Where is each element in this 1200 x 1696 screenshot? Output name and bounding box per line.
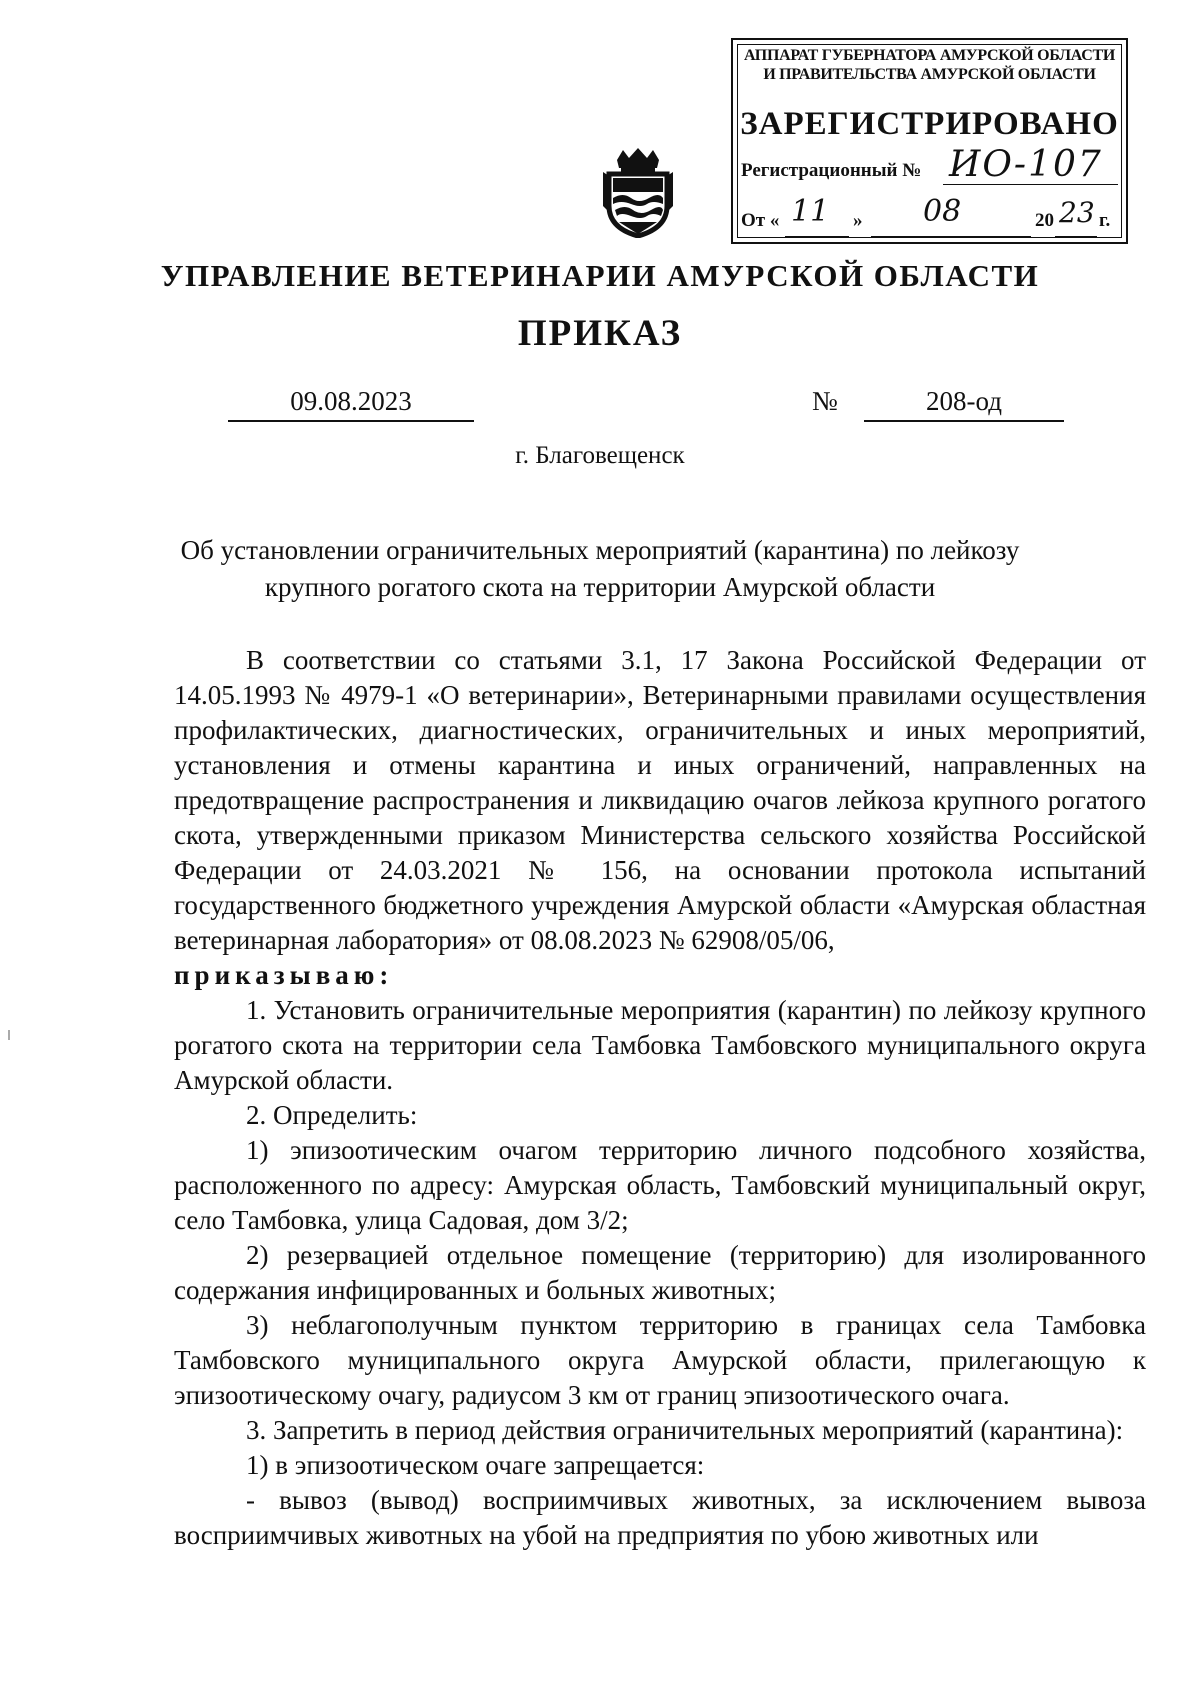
stamp-org-line1: АППАРАТ ГУБЕРНАТОРА АМУРСКОЙ ОБЛАСТИ [743,47,1116,64]
stamp-reg-number-label: Регистрационный № [741,160,922,181]
stamp-day-close: » [853,210,863,231]
order-directive-word: приказываю: [174,960,394,990]
stamp-date-prefix: От « [741,210,780,231]
item-3-1: 1) в эпизоотическом очаге запрещается: [246,1450,705,1480]
order-date: 09.08.2023 [290,386,412,416]
order-number-underline [864,420,1064,422]
stamp-organization [733,46,1126,84]
preamble-paragraph: В соответствии со статьями 3.1, 17 Закона Российской Федерации от 14.05.1993 № 4979-1 «О ветеринарии», Ветеринарными правилами осуществления профилактических, диагностических, ограничительных и иных мероприятий, установления и отмены карантина и иных ограничений, направленных на предотвращение распространения и ликвидацию очагов лейкоза крупного рогатого скота, утвержденными приказом Министерства сельского хозяйства Российской Федерации от 24.03.2021 № 156, на основании протокола испытаний государственного бюджетного учреждения Амурской области «Амурская областная ветеринарная лаборатория» от 08.08.2023 № 62908/05/06, [174,645,1146,955]
stamp-org-line2: И ПРАВИТЕЛЬСТВА АМУРСКОЙ ОБЛАСТИ [763,66,1096,83]
order-body [174,643,1146,1553]
order-date-underline [228,420,474,422]
stamp-month: 08 [923,194,962,229]
item-3: 3. Запретить в период действия ограничительных мероприятий (карантина): [246,1415,1124,1445]
item-2-2: 2) резервацией отдельное помещение (территорию) для изолированного содержания инфицированных и больных животных; [174,1240,1146,1305]
document-type-title: ПРИКАЗ [517,313,683,354]
stamp-year-suffix: 23 [1059,196,1095,229]
stamp-year-letter: г. [1099,210,1111,231]
scan-artifact-mark [8,1030,10,1040]
subject-line2: крупного рогатого скота на территории Амурской области [264,572,936,602]
item-1: 1. Установить ограничительные мероприятия (карантин) по лейкозу крупного рогатого скота на территории села Тамбовка Тамбовского муниципального округа Амурской области. [174,995,1146,1095]
registration-stamp [731,38,1128,244]
order-number: 208-од [926,386,1002,416]
coat-of-arms-emblem [601,146,675,238]
city-name: г. Благовещенск [515,442,685,469]
subject-line1: Об установлении ограничительных мероприятий (карантина) по лейкозу [180,535,1020,565]
stamp-registered-text: ЗАРЕГИСТРИРОВАНО [740,106,1119,142]
item-3-1-a: - вывоз (вывод) восприимчивых животных, за исключением вывоза восприимчивых животных на убой на предприятия по убою животных или [174,1485,1146,1550]
department-name: УПРАВЛЕНИЕ ВЕТЕРИНАРИИ АМУРСКОЙ ОБЛАСТИ [160,258,1040,293]
stamp-month-line [871,236,1031,237]
stamp-reg-number: ИО-107 [949,144,1103,185]
order-number-sign: № [812,386,838,416]
stamp-reg-number-line [943,184,1118,185]
item-2-3: 3) неблагополучным пунктом территорию в границах села Тамбовка Тамбовского муниципального округа Амурской области, прилегающую к эпизоотическому очагу, радиусом 3 км от границ эпизоотического очага. [174,1310,1146,1410]
stamp-year-prefix: 20 [1035,210,1054,231]
item-2-1: 1) эпизоотическим очагом территорию личного подсобного хозяйства, расположенного по адресу: Амурская область, Тамбовский муниципальный округ, село Тамбовка, улица Садовая, дом 3/2; [174,1135,1146,1235]
item-2: 2. Определить: [246,1100,418,1130]
stamp-day-line [785,236,849,237]
stamp-year-line [1055,236,1097,237]
order-subject [0,532,1200,606]
stamp-day: 11 [791,194,830,229]
